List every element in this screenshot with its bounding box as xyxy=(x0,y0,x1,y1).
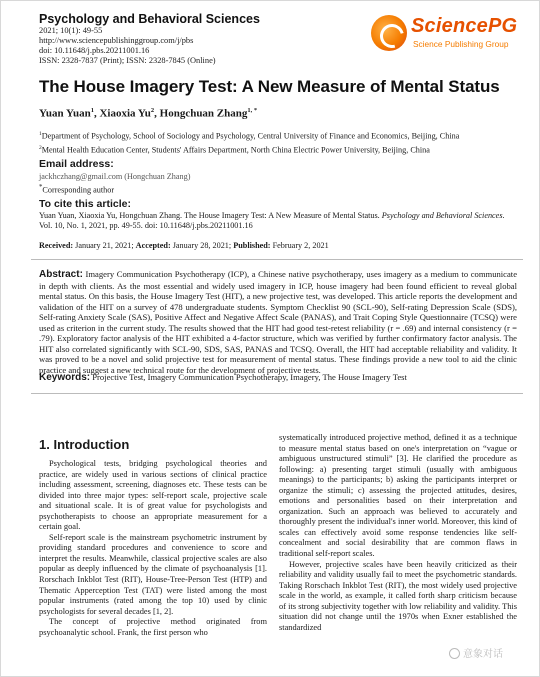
wechat-icon xyxy=(449,648,460,659)
author-name: Hongchuan Zhang xyxy=(159,107,248,120)
journal-issn: ISSN: 2328-7837 (Print); ISSN: 2328-7845 (Online) xyxy=(39,56,216,65)
divider-top xyxy=(31,259,523,260)
citation-main: Yuan Yuan, Xiaoxia Yu, Hongchuan Zhang. The House Imagery Test: A New Measure of Mental Status. xyxy=(39,211,382,220)
keywords-label: Keywords: xyxy=(39,372,91,383)
corresponding-star: * xyxy=(39,184,43,191)
journal-doi: doi: 10.11648/j.pbs.20211001.16 xyxy=(39,46,150,55)
author-name: Xiaoxia Yu xyxy=(99,107,151,120)
affiliation-sup: 1 xyxy=(39,131,42,137)
email-heading: Email address: xyxy=(39,158,114,170)
abstract-text: Imagery Communication Psychotherapy (ICP), a Chinese native psychotherapy, uses imagery as a medium to communicate in depth with clients. As the most essential and widely used imagery in ICP, house imagery had been found efficient to reveal global mental status. On this basis, the House Imagery Test (HIT), a new projective test, was developed. This article reports the development and validation of the HIT on a survey of 478 undergraduate students. Symptom Checklist 90 (SCL-90), Self-rating Depression Scale (SDS), Self-rating Anxiety Scale (SAS), Positive Affect and Negative Affect Scale (PANAS), and Trait Coping Style Questionnaire (TCSQ) were used as criterion in the current study. The results showed that the HIT had good test-retest reliability (r = .69) and internal consistency (r = .79). Exploratory factor analysis of the HIT exhibited a 4-factor structure, which was verified by further confirmatory factor analysis. The HIT also correlated significantly with SCL-90, SDS, SAS, PANAS and TCSQ. Overall, the HIT had acceptable reliability and validity. It was proved to be a novel and solid projective test for measurement of mental status. These findings provide a new tool to aid the clinic practice and suggest a new technical route for the development of projective tests. xyxy=(39,269,518,375)
corresponding-text: Corresponding author xyxy=(42,185,115,195)
publication-dates xyxy=(39,241,329,250)
received-label: Received: xyxy=(39,241,74,250)
affiliation-text: Mental Health Education Center, Students' Affairs Department, North China Electric Power University, Beijing, China xyxy=(41,145,430,155)
affiliation-2 xyxy=(39,143,519,156)
keywords xyxy=(39,372,517,383)
watermark-text: 意象对话 xyxy=(463,649,503,660)
journal-header xyxy=(39,12,359,66)
publisher-logo xyxy=(371,15,531,55)
abstract xyxy=(39,269,517,375)
paragraph: Self-report scale is the mainstream psychometric instrument by providing standard procedures and convenience to score and interpret the results. Meanwhile, classical projective scales are also popular as deeply influenced by the climate of psychoanalysis [1]. Rorschach Inkblot Test (RIT), House-Tree-Person Test (HTP) and Thematic Apperception Test (TAT) were listed among the most popular instruments (rated among the top 10) used by clinic psychologists for several decades [1, 2]. xyxy=(39,532,267,616)
journal-issue: 2021; 10(1): 49-55 xyxy=(39,26,103,35)
journal-title: Psychology and Behavioral Sciences xyxy=(39,12,260,26)
paragraph: The concept of projective method originated from psychoanalytic school. Frank, the first person who xyxy=(39,617,267,637)
cite-heading: To cite this article: xyxy=(39,198,131,210)
divider-bottom xyxy=(31,393,523,394)
journal-url[interactable]: http://www.sciencepublishinggroup.com/j/pbs xyxy=(39,36,194,45)
received-date: January 21, 2021; xyxy=(75,241,134,250)
author-name: Yuan Yuan xyxy=(39,107,91,120)
intro-heading: 1. Introduction xyxy=(39,437,130,452)
watermark xyxy=(449,645,503,660)
email-address[interactable]: jackhczhang@gmail.com (Hongchuan Zhang) xyxy=(39,172,191,181)
affiliation-sup: 2 xyxy=(39,145,42,151)
author-sup: 1, * xyxy=(247,107,258,114)
author-sup: 2 xyxy=(150,107,155,114)
paragraph: systematically introduced projective method, defined it as a technique to measure mental status based on one's interpretation on “vague or ambiguous unstructured stimuli” [3]. He clarified the procedure as following: a) presenting target stimuli (usually with ambiguous meanings) to the participants; b) asking the participants interpret or organize the stimuli; c) assessing the projected attitudes, desires, emotions and personalities based on their interpretation and organization. Such an approach was believed to accurately and thoroughly present the individual's inner world. Moreover, this kind of scales can effectively avoid some response tendencies like self-concealment and social desirability that are common flaws in traditional self-report scales. xyxy=(279,433,517,559)
paper-title: The House Imagery Test: A New Measure of Mental Status xyxy=(39,77,500,96)
published-date: February 2, 2021 xyxy=(272,241,329,250)
corresponding-author xyxy=(39,183,519,196)
affiliation-text: Department of Psychology, School of Sociology and Psychology, Central University of Finance and Economics, Beijing, China xyxy=(41,131,460,141)
citation-journal: Psychology and Behavioral Sciences xyxy=(381,211,503,220)
keywords-text: Projective Test, Imagery Communication Psychotherapy, Imagery, The House Imagery Test xyxy=(92,372,407,382)
abstract-label: Abstract: xyxy=(39,269,83,280)
intro-column-left xyxy=(39,459,267,638)
citation-end: . Vol. 10, No. 1, 2021, pp. 49-55. doi: 10.11648/j.pbs.20211001.16 xyxy=(39,211,505,231)
intro-column-right xyxy=(279,433,517,633)
author-list: Yuan Yuan$^1$, Xiaoxia Yu$^2$, Hongchuan Zhang$^{1, *}$ xyxy=(39,107,258,120)
publisher-tagline: Science Publishing Group xyxy=(413,39,509,49)
publisher-logo-icon xyxy=(371,15,407,51)
paragraph: However, projective scales have been heavily criticized as their reliability and validity usually fail to meet the psychometric standards. Taking Rorschach Inkblot Test (RIT), the most widely used projective scale in the world, as example, it called forth sharp criticism because of its strong subjectivity together with low reliability and validity. This situation did not change until the 1970s when Exner established the standardized xyxy=(279,559,517,632)
published-label: Published: xyxy=(233,241,271,250)
accepted-date: January 28, 2021; xyxy=(172,241,232,250)
affiliation-1 xyxy=(39,129,519,142)
paragraph: Psychological tests, bridging psychological theories and practice, are widely used in various sections of clinical practice including assessment, screening, diagnoses etc. These tests can be divided into three major types: self-report scale, projective scale and situational scale. It is of great value for psychologists and psychotherapists to choose an appropriate measurement for a certain goal. xyxy=(39,459,267,532)
publisher-name: SciencePG xyxy=(411,15,518,37)
accepted-label: Accepted: xyxy=(135,241,171,250)
author-sup: 1 xyxy=(90,107,94,114)
citation-text xyxy=(39,211,517,231)
